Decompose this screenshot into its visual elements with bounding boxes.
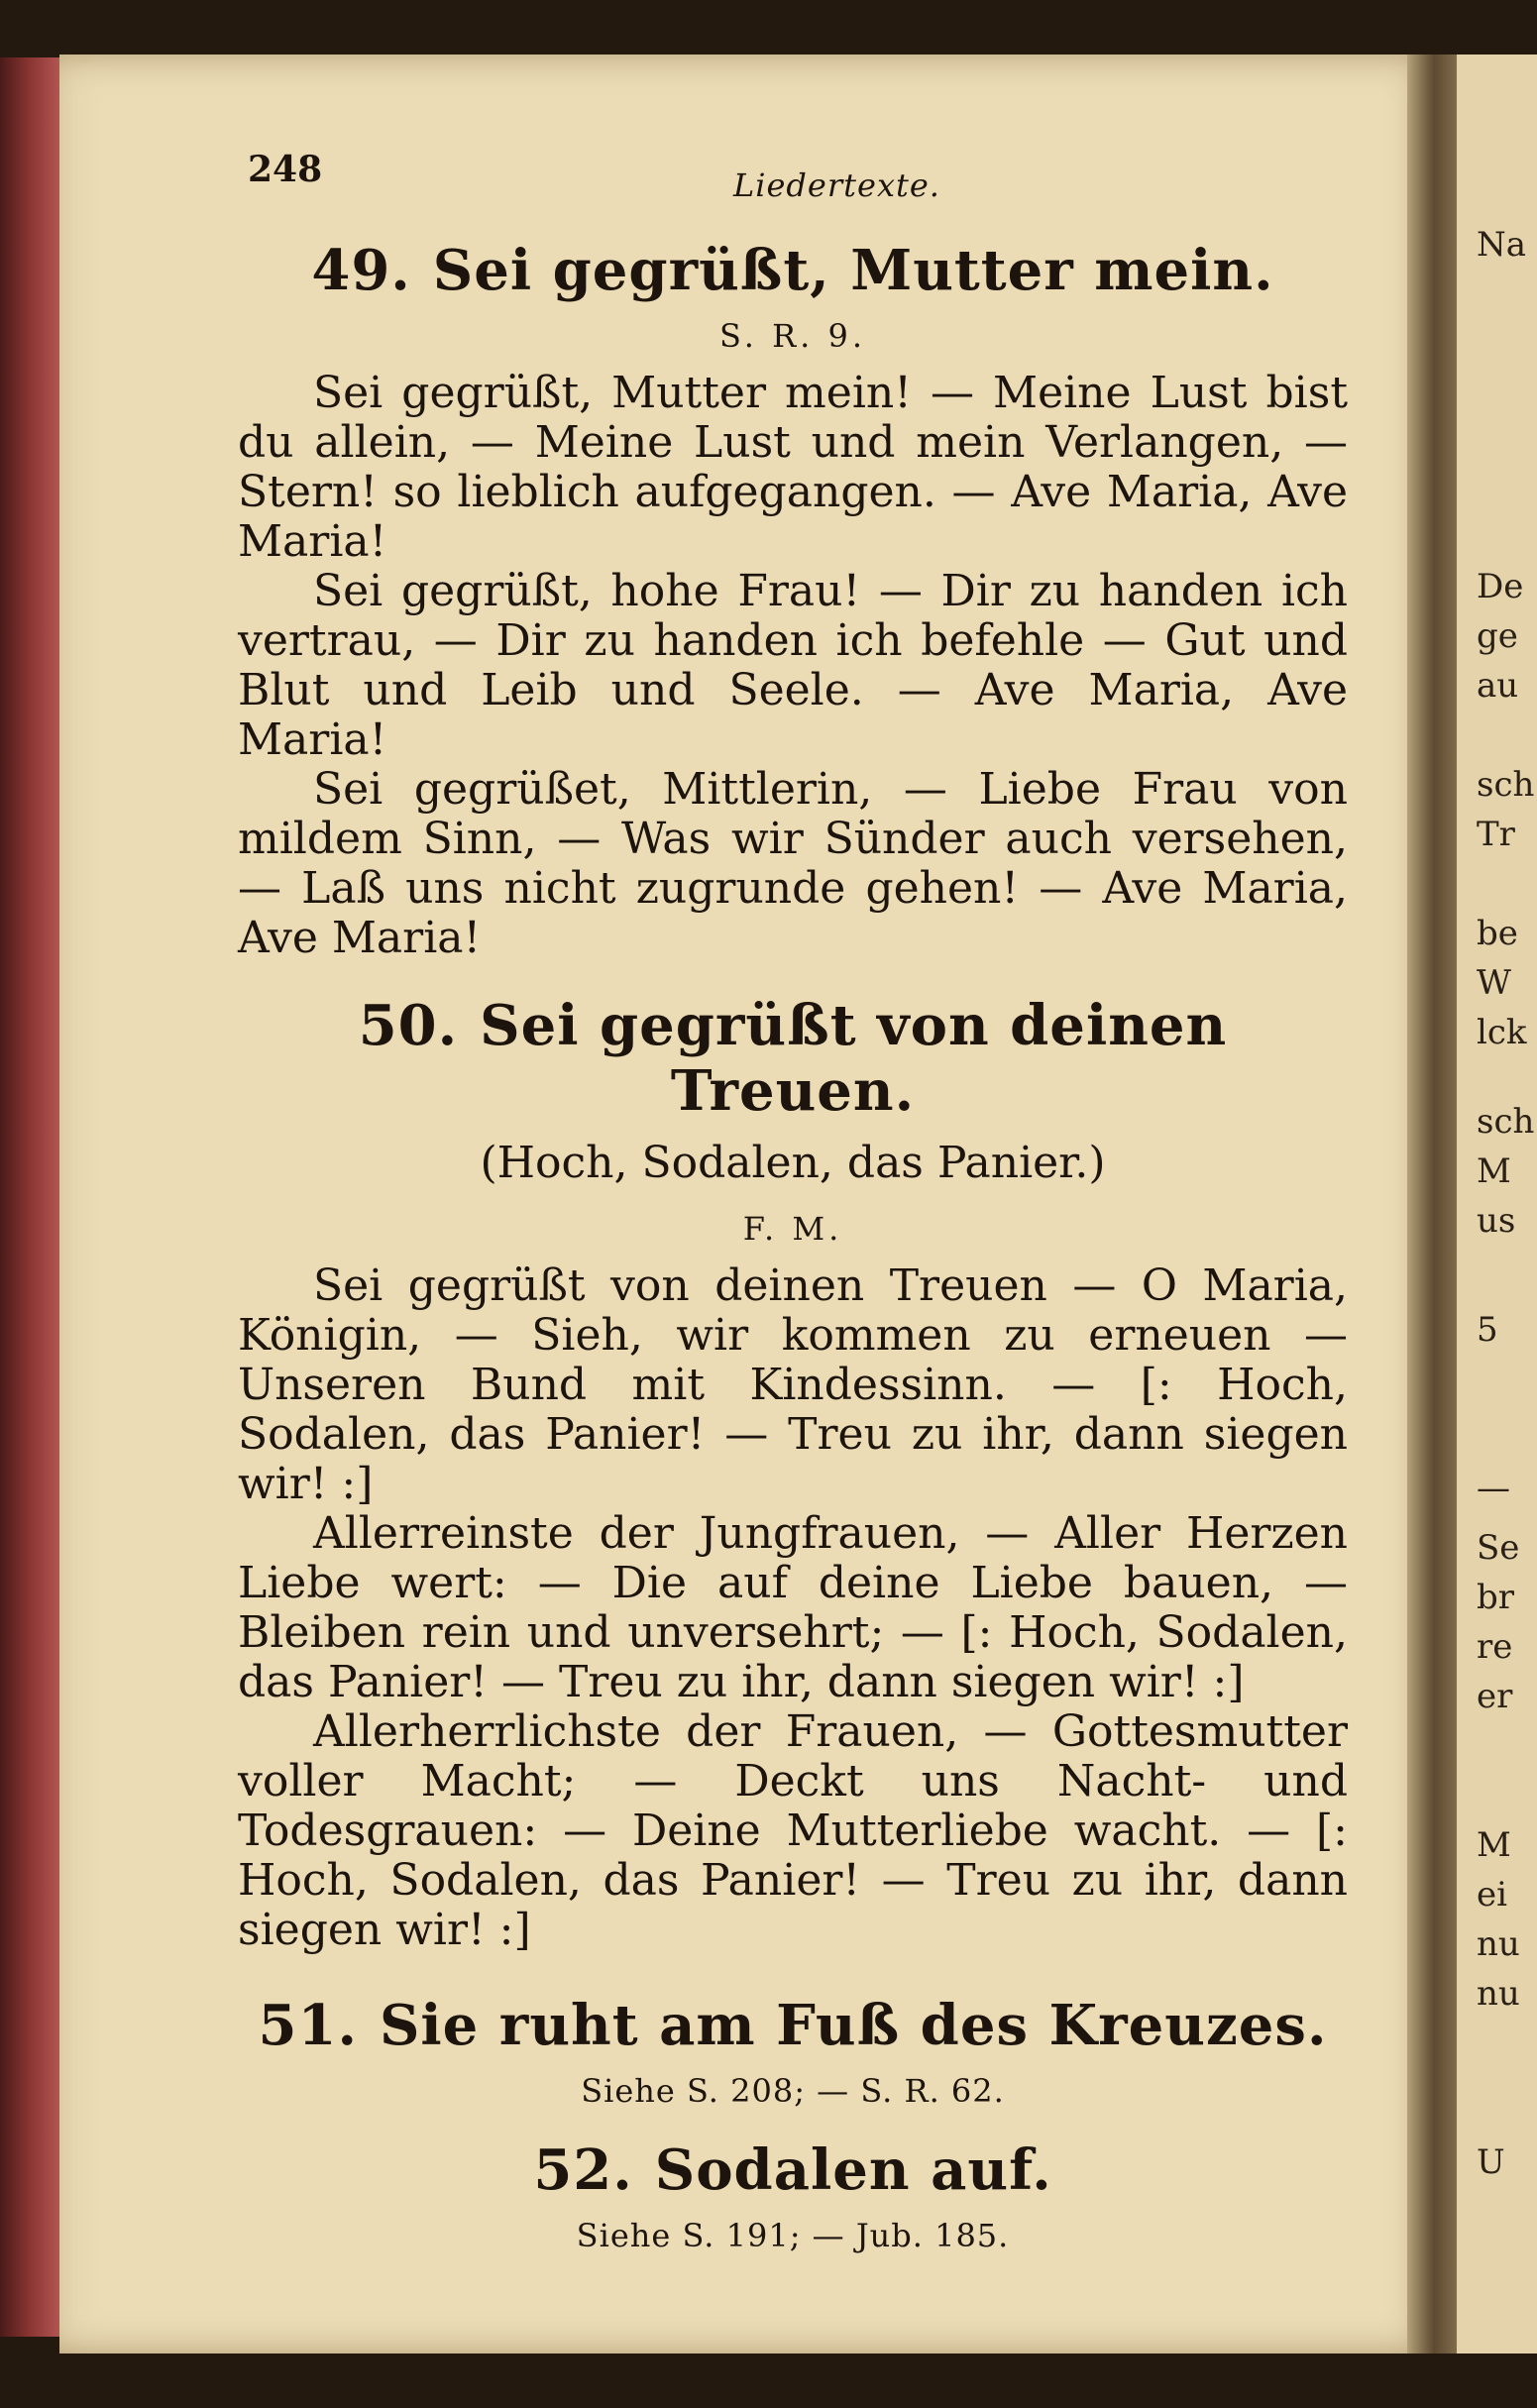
facing-fragment: W [1477,963,1511,1003]
facing-fragment: M [1477,1151,1511,1191]
facing-fragment: nu [1477,1924,1520,1964]
facing-fragment: De [1477,567,1524,606]
facing-fragment: er [1477,1677,1513,1716]
facing-fragment: 5 [1477,1310,1498,1350]
verse: Allerreinste der Jungfrauen, — Aller Herzen Liebe wert: — Die auf deine Liebe bauen, — Bleiben rein und unversehrt; — [: Hoch, Sodalen, das Panier! — Treu zu ihr, dann siegen wir! :] [238,1508,1348,1707]
facing-fragment: re [1477,1627,1513,1667]
song-reference: Siehe S. 208; — S. R. 62. [581,2072,1005,2110]
facing-fragment: ei [1477,1875,1507,1915]
song-number: 52. [533,2137,633,2203]
verse: Sei gegrüßt, hohe Frau! — Dir zu handen ich vertrau, — Dir zu handen ich befehle — Gut und Blut und Leib und Seele. — Ave Maria, Ave Maria! [238,566,1348,765]
facing-fragment: us [1477,1201,1516,1241]
song-source: S. R. 9. [718,317,867,355]
running-head: Liedertexte. [733,166,940,204]
facing-page [1457,55,1537,2353]
song-title [238,2137,1348,2203]
verse: Sei gegrüßt, Mutter mein! — Meine Lust bist du allein, — Meine Lust und mein Verlangen, — Stern! so lieblich aufgegangen. — Ave Maria, Ave Maria! [238,368,1348,567]
facing-fragment: Tr [1477,815,1515,854]
facing-fragment: sch [1477,765,1535,805]
verse: Sei gegrüßet, Mittlerin, — Liebe Frau von mildem Sinn, — Was wir Sünder auch versehen, — Laß uns nicht zugrunde gehen! — Ave Maria, Ave Maria! [238,764,1348,963]
song-title [238,993,1348,1124]
song-title [238,1993,1348,2058]
song-51 [238,1993,1348,2110]
facing-fragment: — [1477,1469,1510,1508]
facing-fragment: sch [1477,1102,1535,1142]
verse: Allerherrlichste der Frauen, — Gottesmutter voller Macht; — Deckt uns Nacht- und Todesgrauen: — Deine Mutterliebe wacht. — [: Hoch, Sodalen, das Panier! — Treu zu ihr, dann siegen wir! :] [238,1706,1348,1955]
song-title-text: Sodalen auf. [654,2137,1052,2203]
facing-fragment: nu [1477,1974,1520,2014]
song-49 [238,238,1348,963]
song-number: 51. [258,1993,358,2058]
song-melody: (Hoch, Sodalen, das Panier.) [480,1138,1106,1188]
song-title-text: Sei gegrüßt von deinen Treuen. [480,993,1228,1124]
facing-fragment: ge [1477,616,1518,656]
facing-fragment: Se [1477,1528,1520,1568]
song-title-text: Sie ruht am Fuß des Kreuzes. [379,1993,1328,2058]
song-source: F. M. [742,1210,843,1248]
song-title [238,238,1348,303]
song-title-text: Sei gegrüßt, Mutter mein. [432,238,1274,303]
facing-fragment: au [1477,666,1519,706]
song-number: 50. [358,993,459,1058]
page-number: 248 [248,149,323,190]
song-52 [238,2137,1348,2254]
facing-fragment: M [1477,1825,1511,1865]
song-number: 49. [311,238,411,303]
verse: Sei gegrüßt von deinen Treuen — O Maria, Königin, — Sieh, wir kommen zu erneuen — Unseren Bund mit Kindessinn. — [: Hoch, Sodalen, das Panier! — Treu zu ihr, dann siegen wir! :] [238,1260,1348,1509]
facing-fragment: lck [1477,1013,1527,1052]
facing-fragment: br [1477,1578,1515,1617]
facing-fragment: be [1477,914,1518,953]
facing-fragment: U [1477,2142,1505,2182]
song-50 [238,993,1348,1955]
song-reference: Siehe S. 191; — Jub. 185. [576,2217,1010,2254]
facing-fragment: Na [1477,225,1527,265]
page-content [238,228,1348,2282]
